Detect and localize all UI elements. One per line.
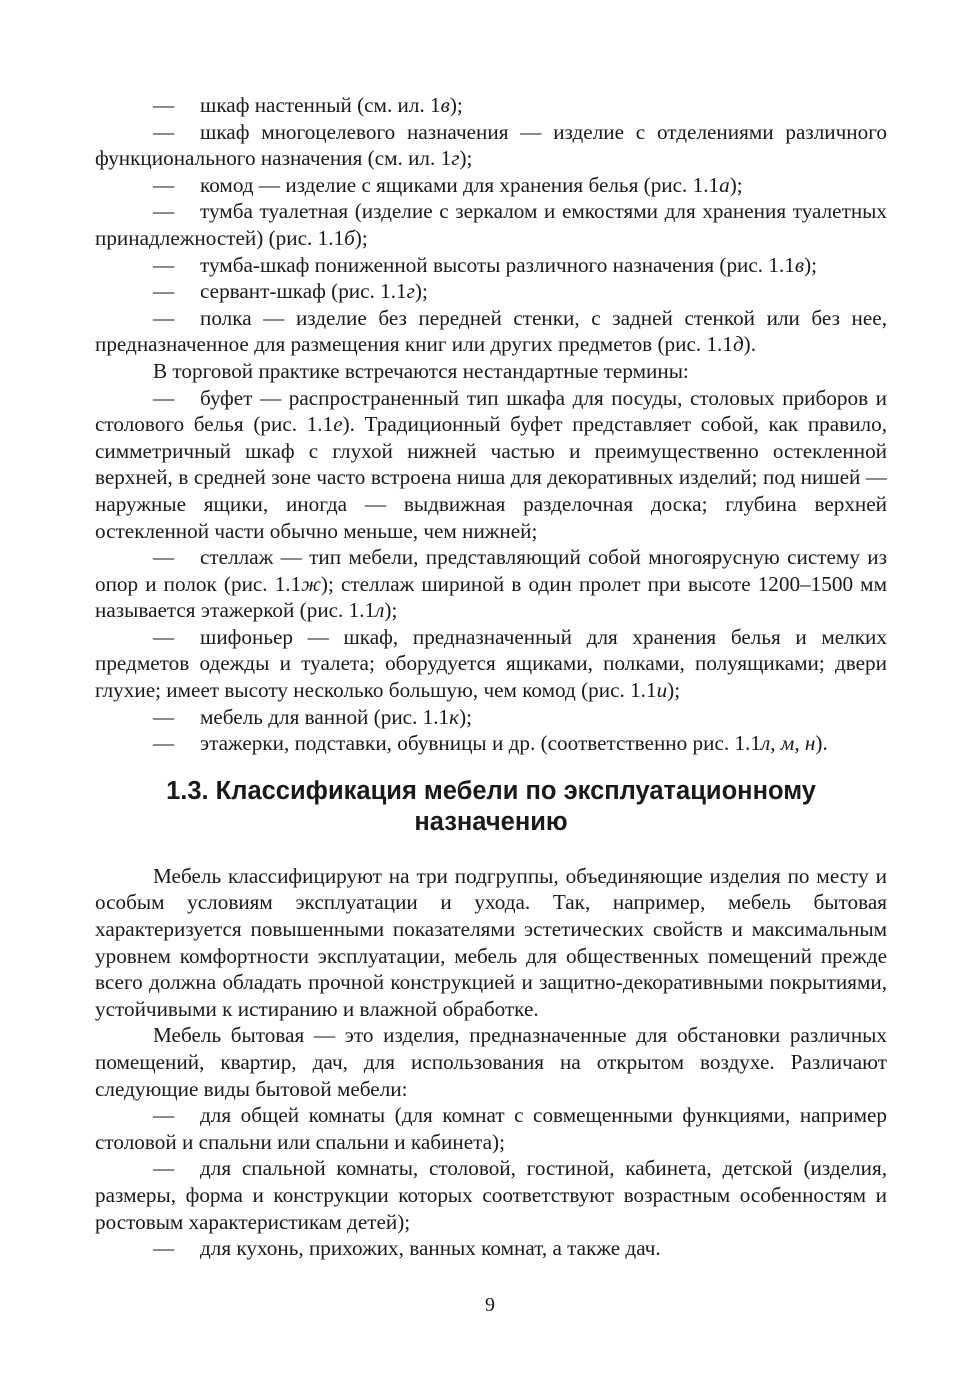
list-item <box>95 1235 887 1262</box>
list-item-text: для общей комнаты (для комнат с совмещенными функциями, например столовой и спальни или спальни и кабинета); <box>95 1103 887 1154</box>
list-item-text: буфет — распространенный тип шкафа для посуды, столовых приборов и столового белья (рис. 1.1 <box>95 385 887 437</box>
list-item-text: ); <box>804 252 818 277</box>
list-item-text: ); <box>667 678 681 703</box>
section-heading <box>95 776 887 838</box>
list-dash: — <box>153 172 175 197</box>
figure-letter: е <box>333 412 343 437</box>
list-dash: — <box>153 704 175 729</box>
list-dash: — <box>153 199 175 224</box>
figure-letter: в <box>794 252 805 277</box>
list-item-text: ). <box>743 332 757 357</box>
list-item <box>95 198 887 251</box>
list-item <box>95 624 887 704</box>
list-item-text: тумба туалетная (изделие с зеркалом и емкостями для хранения туалетных принадлежностей) (рис. 1.1 <box>95 199 887 250</box>
list-dash: — <box>153 1156 175 1181</box>
list-item-text: для кухонь, прихожих, ванных комнат, а также дач. <box>200 1236 661 1261</box>
list-item <box>95 385 887 545</box>
list-item <box>95 1102 887 1155</box>
list-item-text: ); <box>449 93 463 117</box>
list-item-text: ); <box>459 146 473 171</box>
list-item-text: полка — изделие без передней стенки, с задней стенкой или без нее, предназначенное для размещения книг или других предметов (рис. 1.1 <box>95 305 887 357</box>
figure-letter: г <box>406 279 415 304</box>
list-dash: — <box>153 93 175 117</box>
list-item-text: , <box>770 731 781 756</box>
list-item <box>95 544 887 624</box>
figure-letter: и <box>656 678 668 703</box>
list-item-text: мебель для ванной (рис. 1.1 <box>200 704 450 729</box>
figure-letter: л <box>375 598 385 623</box>
list-dash: — <box>153 279 175 304</box>
list-dash: — <box>153 305 175 330</box>
list-item <box>95 730 887 757</box>
figure-letter: в <box>440 93 450 117</box>
section-heading-line-2: назначению <box>414 807 568 836</box>
list-item-text: шкаф настенный (см. ил. 1 <box>200 93 441 117</box>
list-item <box>95 1155 887 1235</box>
figure-letter: а <box>719 172 730 197</box>
list-item-text: ); <box>414 279 428 304</box>
figure-letter: б <box>344 225 355 250</box>
list-item-text: стеллаж — тип мебели, представляющий собой многоярусную систему из опор и полок (рис. 1.1 <box>95 545 887 596</box>
list-item <box>95 252 887 279</box>
list-item-text: комод — изделие с ящиками для хранения белья (рис. 1.1 <box>200 172 720 197</box>
list-item-text: ); стеллаж шириной в один пролет при высоте 1200–1500 мм называется этажеркой (рис. 1.1 <box>95 571 887 623</box>
page-content <box>95 92 887 1262</box>
list-dash: — <box>153 1236 175 1261</box>
list-item <box>95 278 887 305</box>
page-number: 9 <box>485 1294 495 1316</box>
list-item-text: ); <box>384 598 398 623</box>
list-dash: — <box>153 385 175 410</box>
section-heading-line-1: 1.3. Классификация мебели по эксплуатационному <box>166 776 816 805</box>
list-dash: — <box>153 119 175 144</box>
figure-letter: л <box>760 731 771 756</box>
list-dash: — <box>153 624 175 649</box>
figure-letter: д <box>732 332 744 357</box>
list-furniture-types <box>95 92 887 358</box>
trade-practice-intro: В торговой практике встречаются нестандартные термины: <box>153 358 689 383</box>
figure-letter: м <box>780 731 795 756</box>
figure-letter: к <box>449 704 460 729</box>
list-dash: — <box>153 731 175 756</box>
list-item-text: ); <box>459 704 473 729</box>
figure-letter: ж <box>301 571 321 596</box>
list-item-text: шкаф многоцелевого назначения — изделие с отделениями различного функционального назначения (см. ил. 1 <box>95 119 887 171</box>
list-item-text: этажерки, подставки, обувницы и др. (соответственно рис. 1.1 <box>200 731 761 756</box>
list-item-text: сервант-шкаф (рис. 1.1 <box>200 279 407 304</box>
list-item <box>95 172 887 199</box>
list-item <box>95 119 887 172</box>
figure-letter: н <box>804 731 816 756</box>
list-item-text: ); <box>354 225 368 250</box>
list-nonstandard-terms <box>95 385 887 757</box>
list-item-text: ). <box>815 731 828 756</box>
paragraph-household-furniture: Мебель бытовая — это изделия, предназначенные для обстановки различных помещений, квартир, дач, для использования на открытом воздухе. Различают следующие виды бытовой мебели: <box>95 1023 887 1101</box>
list-dash: — <box>153 252 175 277</box>
list-household-furniture <box>95 1102 887 1262</box>
list-item-text: шифоньер — шкаф, предназначенный для хранения белья и мелких предметов одежды и туалета; оборудуется ящиками, полками, полуящиками; двери глухие; имеет высоту несколько большую, чем комод (рис. 1.1 <box>95 624 887 703</box>
list-item <box>95 305 887 358</box>
list-item <box>95 704 887 731</box>
figure-letter: г <box>451 146 460 171</box>
list-item-text: ); <box>729 172 743 197</box>
list-dash: — <box>153 1103 175 1128</box>
list-item-text: , <box>794 731 805 756</box>
list-item-text: тумба-шкаф пониженной высоты различного назначения (рис. 1.1 <box>200 252 795 277</box>
list-item-text: ). Традиционный буфет представляет собой, как правило, симметричный шкаф с глухой нижней частью и преимущественно остекленной верхней, в средней зоне часто встроена ниша для декоративных изделий; под нишей — наружные ящики, иногда — выдвижная разделочная доска; глубина верхней остекленной части обычно меньше, чем нижней; <box>95 412 887 543</box>
list-dash: — <box>153 545 175 570</box>
list-item <box>95 92 887 119</box>
paragraph-classification: Мебель классифицируют на три подгруппы, объединяющие изделия по месту и особым условиям эксплуатации и ухода. Так, например, мебель бытовая характеризуется повышенными показателями эстетических свойств и максимальным уровнем комфортности эксплуатации, мебель для общественных помещений прежде всего должна обладать прочной конструкцией и защитно-декоративными покрытиями, устойчивыми к истиранию и влажной обработке. <box>95 863 887 1021</box>
list-item-text: для спальной комнаты, столовой, гостиной, кабинета, детской (изделия, размеры, форма и конструкции которых соответствуют возрастным особенностям и ростовым характеристикам детей); <box>95 1156 887 1234</box>
